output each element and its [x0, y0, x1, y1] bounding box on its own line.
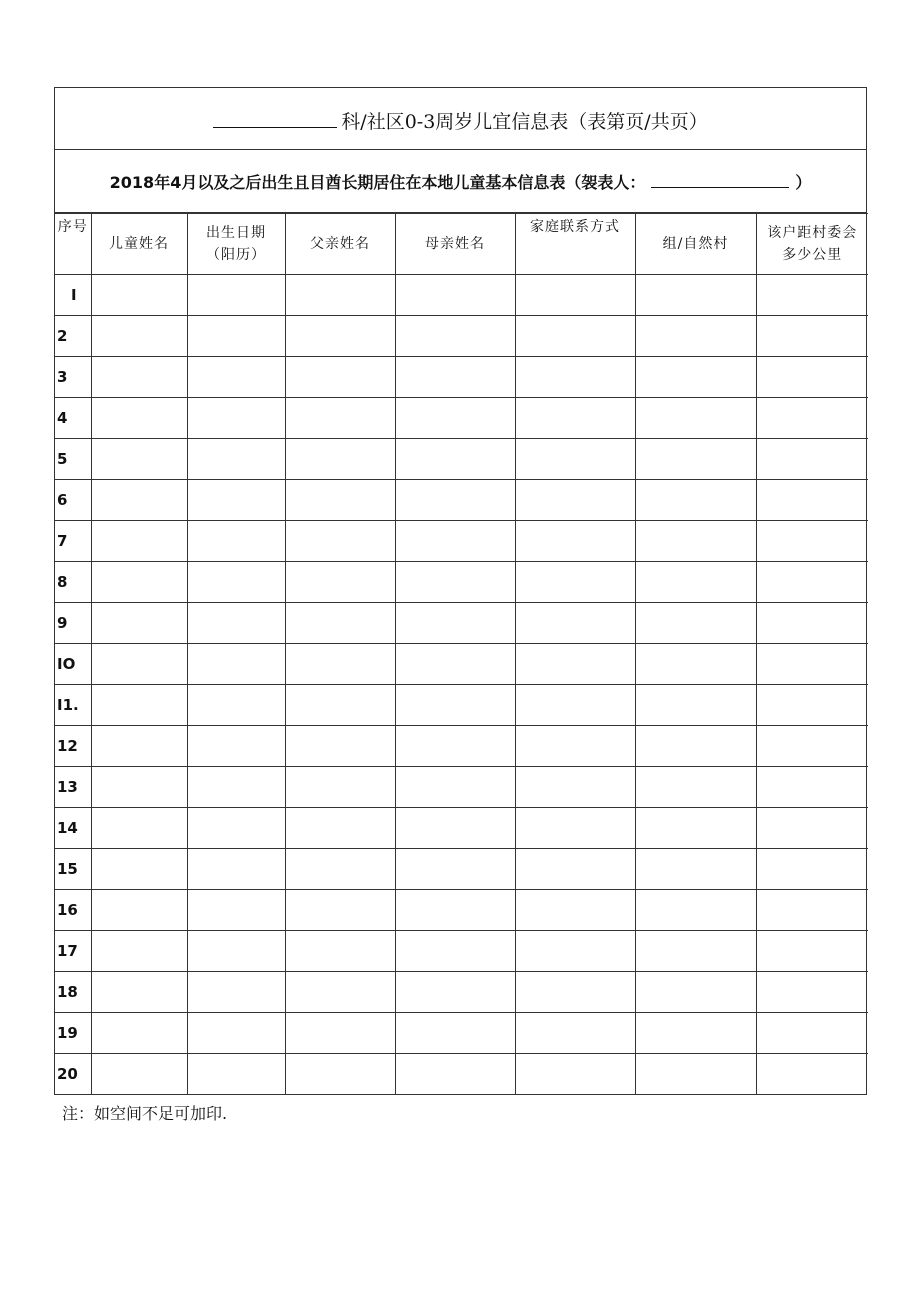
row-number: 8: [55, 562, 91, 603]
cell-contact[interactable]: [515, 726, 635, 767]
table-row: [55, 603, 868, 644]
cell-contact[interactable]: [515, 1013, 635, 1054]
cell-contact[interactable]: [515, 439, 635, 480]
cell-distance[interactable]: [756, 808, 868, 849]
table-row: [55, 439, 868, 480]
table-row: [55, 521, 868, 562]
cell-birth-date[interactable]: [187, 603, 285, 644]
cell-village-group[interactable]: [635, 890, 756, 931]
cell-village-group[interactable]: [635, 1054, 756, 1095]
cell-village-group[interactable]: [635, 808, 756, 849]
cell-birth-date[interactable]: [187, 931, 285, 972]
cell-child-name[interactable]: [91, 644, 187, 685]
row-number: 19: [55, 1013, 91, 1054]
cell-village-group[interactable]: [635, 767, 756, 808]
cell-contact[interactable]: [515, 521, 635, 562]
row-number: 17: [55, 931, 91, 972]
cell-mother-name[interactable]: [395, 521, 515, 562]
cell-father-name[interactable]: [285, 521, 395, 562]
cell-birth-date[interactable]: [187, 275, 285, 316]
row-number: 12: [55, 726, 91, 767]
cell-contact[interactable]: [515, 685, 635, 726]
cell-mother-name[interactable]: [395, 316, 515, 357]
table-row: [55, 890, 868, 931]
form-subtitle-row: [55, 150, 866, 213]
cell-father-name[interactable]: [285, 685, 395, 726]
cell-birth-date[interactable]: [187, 890, 285, 931]
cell-contact[interactable]: [515, 1054, 635, 1095]
form-subtitle: 2018年4月以及之后出生且目酋长期居住在本地儿童基本信息表（袈表人：: [109, 172, 646, 192]
cell-mother-name[interactable]: [395, 931, 515, 972]
cell-father-name[interactable]: [285, 357, 395, 398]
cell-birth-date[interactable]: [187, 972, 285, 1013]
cell-contact[interactable]: [515, 644, 635, 685]
cell-mother-name[interactable]: [395, 972, 515, 1013]
col-header-father-name: 父亲姓名: [285, 214, 395, 275]
cell-mother-name[interactable]: [395, 398, 515, 439]
cell-child-name[interactable]: [91, 972, 187, 1013]
cell-village-group[interactable]: [635, 849, 756, 890]
table-row: [55, 644, 868, 685]
cell-village-group[interactable]: [635, 521, 756, 562]
table-row: [55, 849, 868, 890]
cell-distance[interactable]: [756, 439, 868, 480]
cell-birth-date[interactable]: [187, 480, 285, 521]
cell-father-name[interactable]: [285, 767, 395, 808]
cell-contact[interactable]: [515, 398, 635, 439]
table-row: [55, 726, 868, 767]
cell-distance[interactable]: [756, 357, 868, 398]
cell-village-group[interactable]: [635, 562, 756, 603]
table-row: [55, 931, 868, 972]
cell-father-name[interactable]: [285, 890, 395, 931]
cell-child-name[interactable]: [91, 275, 187, 316]
cell-distance[interactable]: [756, 480, 868, 521]
cell-father-name[interactable]: [285, 562, 395, 603]
table-row: [55, 316, 868, 357]
cell-village-group[interactable]: [635, 275, 756, 316]
table-row: [55, 767, 868, 808]
cell-contact[interactable]: [515, 931, 635, 972]
cell-village-group[interactable]: [635, 316, 756, 357]
cell-birth-date[interactable]: [187, 316, 285, 357]
col-header-distance: 该户距村委会 多少公里: [756, 214, 868, 275]
cell-father-name[interactable]: [285, 931, 395, 972]
cell-distance[interactable]: [756, 275, 868, 316]
cell-father-name[interactable]: [285, 398, 395, 439]
cell-mother-name[interactable]: [395, 357, 515, 398]
cell-father-name[interactable]: [285, 275, 395, 316]
cell-mother-name[interactable]: [395, 1013, 515, 1054]
cell-mother-name[interactable]: [395, 480, 515, 521]
cell-contact[interactable]: [515, 849, 635, 890]
info-form: [54, 87, 867, 1095]
cell-child-name[interactable]: [91, 808, 187, 849]
cell-mother-name[interactable]: [395, 685, 515, 726]
cell-village-group[interactable]: [635, 685, 756, 726]
table-row: [55, 480, 868, 521]
cell-contact[interactable]: [515, 480, 635, 521]
children-table: [55, 213, 868, 1094]
cell-distance[interactable]: [756, 316, 868, 357]
cell-mother-name[interactable]: [395, 726, 515, 767]
cell-father-name[interactable]: [285, 644, 395, 685]
col-header-index: 序号: [55, 214, 91, 275]
cell-distance[interactable]: [756, 972, 868, 1013]
cell-village-group[interactable]: [635, 972, 756, 1013]
cell-child-name[interactable]: [91, 767, 187, 808]
cell-child-name[interactable]: [91, 480, 187, 521]
cell-contact[interactable]: [515, 357, 635, 398]
cell-mother-name[interactable]: [395, 644, 515, 685]
row-number: 6: [55, 480, 91, 521]
cell-contact[interactable]: [515, 562, 635, 603]
cell-birth-date[interactable]: [187, 726, 285, 767]
row-number: 18: [55, 972, 91, 1013]
cell-child-name[interactable]: [91, 521, 187, 562]
cell-distance[interactable]: [756, 767, 868, 808]
cell-child-name[interactable]: [91, 603, 187, 644]
col-header-child-name: 儿童姓名: [91, 214, 187, 275]
cell-child-name[interactable]: [91, 1054, 187, 1095]
row-number: 13: [55, 767, 91, 808]
cell-mother-name[interactable]: [395, 808, 515, 849]
col-header-contact: 家庭联系方式: [515, 214, 635, 275]
table-row: [55, 562, 868, 603]
cell-contact[interactable]: [515, 275, 635, 316]
cell-village-group[interactable]: [635, 439, 756, 480]
cell-birth-date[interactable]: [187, 1054, 285, 1095]
cell-father-name[interactable]: [285, 1054, 395, 1095]
cell-father-name[interactable]: [285, 808, 395, 849]
cell-contact[interactable]: [515, 808, 635, 849]
cell-birth-date[interactable]: [187, 644, 285, 685]
cell-child-name[interactable]: [91, 398, 187, 439]
cell-father-name[interactable]: [285, 726, 395, 767]
cell-distance[interactable]: [756, 931, 868, 972]
table-row: [55, 1054, 868, 1095]
table-row: [55, 398, 868, 439]
cell-birth-date[interactable]: [187, 562, 285, 603]
cell-village-group[interactable]: [635, 480, 756, 521]
cell-mother-name[interactable]: [395, 603, 515, 644]
cell-child-name[interactable]: [91, 562, 187, 603]
cell-mother-name[interactable]: [395, 849, 515, 890]
cell-distance[interactable]: [756, 726, 868, 767]
cell-distance[interactable]: [756, 685, 868, 726]
cell-mother-name[interactable]: [395, 275, 515, 316]
cell-child-name[interactable]: [91, 849, 187, 890]
row-number: I1.: [55, 685, 91, 726]
cell-father-name[interactable]: [285, 1013, 395, 1054]
cell-father-name[interactable]: [285, 603, 395, 644]
preparer-blank[interactable]: [651, 175, 789, 188]
cell-father-name[interactable]: [285, 849, 395, 890]
col-header-mother-name: 母亲姓名: [395, 214, 515, 275]
cell-distance[interactable]: [756, 1054, 868, 1095]
cell-contact[interactable]: [515, 767, 635, 808]
cell-distance[interactable]: [756, 398, 868, 439]
cell-birth-date[interactable]: [187, 767, 285, 808]
cell-birth-date[interactable]: [187, 521, 285, 562]
row-number: I: [55, 275, 91, 316]
cell-distance[interactable]: [756, 603, 868, 644]
cell-distance[interactable]: [756, 890, 868, 931]
cell-mother-name[interactable]: [395, 890, 515, 931]
row-number: 14: [55, 808, 91, 849]
cell-child-name[interactable]: [91, 890, 187, 931]
cell-contact[interactable]: [515, 890, 635, 931]
cell-mother-name[interactable]: [395, 767, 515, 808]
cell-child-name[interactable]: [91, 316, 187, 357]
col-header-village-group: 组/自然村: [635, 214, 756, 275]
cell-birth-date[interactable]: [187, 849, 285, 890]
cell-birth-date[interactable]: [187, 439, 285, 480]
cell-child-name[interactable]: [91, 1013, 187, 1054]
cell-birth-date[interactable]: [187, 1013, 285, 1054]
cell-distance[interactable]: [756, 562, 868, 603]
cell-child-name[interactable]: [91, 931, 187, 972]
row-number: 2: [55, 316, 91, 357]
cell-village-group[interactable]: [635, 931, 756, 972]
col-header-birth-date: 出生日期 （阳历）: [187, 214, 285, 275]
cell-mother-name[interactable]: [395, 562, 515, 603]
cell-birth-date[interactable]: [187, 808, 285, 849]
cell-mother-name[interactable]: [395, 1054, 515, 1095]
cell-contact[interactable]: [515, 972, 635, 1013]
cell-village-group[interactable]: [635, 644, 756, 685]
row-number: 15: [55, 849, 91, 890]
cell-village-group[interactable]: [635, 357, 756, 398]
cell-distance[interactable]: [756, 644, 868, 685]
cell-distance[interactable]: [756, 521, 868, 562]
table-row: [55, 808, 868, 849]
cell-birth-date[interactable]: [187, 685, 285, 726]
cell-father-name[interactable]: [285, 972, 395, 1013]
cell-child-name[interactable]: [91, 439, 187, 480]
cell-mother-name[interactable]: [395, 439, 515, 480]
cell-village-group[interactable]: [635, 1013, 756, 1054]
cell-village-group[interactable]: [635, 398, 756, 439]
cell-father-name[interactable]: [285, 480, 395, 521]
row-number: 5: [55, 439, 91, 480]
form-subtitle-end: ）: [795, 172, 812, 192]
cell-distance[interactable]: [756, 849, 868, 890]
row-number: 7: [55, 521, 91, 562]
cell-village-group[interactable]: [635, 603, 756, 644]
footnote: 注：如空间不足可加印.: [62, 1104, 228, 1123]
table-row: [55, 275, 868, 316]
cell-contact[interactable]: [515, 316, 635, 357]
row-number: 20: [55, 1054, 91, 1095]
cell-birth-date[interactable]: [187, 357, 285, 398]
table-row: [55, 972, 868, 1013]
row-number: 4: [55, 398, 91, 439]
cell-village-group[interactable]: [635, 726, 756, 767]
department-blank[interactable]: [213, 113, 337, 128]
row-number: 3: [55, 357, 91, 398]
table-row: [55, 1013, 868, 1054]
cell-father-name[interactable]: [285, 316, 395, 357]
cell-contact[interactable]: [515, 603, 635, 644]
cell-child-name[interactable]: [91, 685, 187, 726]
row-number: IO: [55, 644, 91, 685]
cell-child-name[interactable]: [91, 726, 187, 767]
form-title: 科/社区0-3周岁儿宜信息表（表第页/共页）: [341, 111, 708, 133]
cell-child-name[interactable]: [91, 357, 187, 398]
cell-distance[interactable]: [756, 1013, 868, 1054]
row-number: 16: [55, 890, 91, 931]
cell-birth-date[interactable]: [187, 398, 285, 439]
form-title-row: [55, 88, 866, 150]
table-header-row: [55, 214, 868, 275]
row-number: 9: [55, 603, 91, 644]
table-row: [55, 685, 868, 726]
cell-father-name[interactable]: [285, 439, 395, 480]
table-row: [55, 357, 868, 398]
